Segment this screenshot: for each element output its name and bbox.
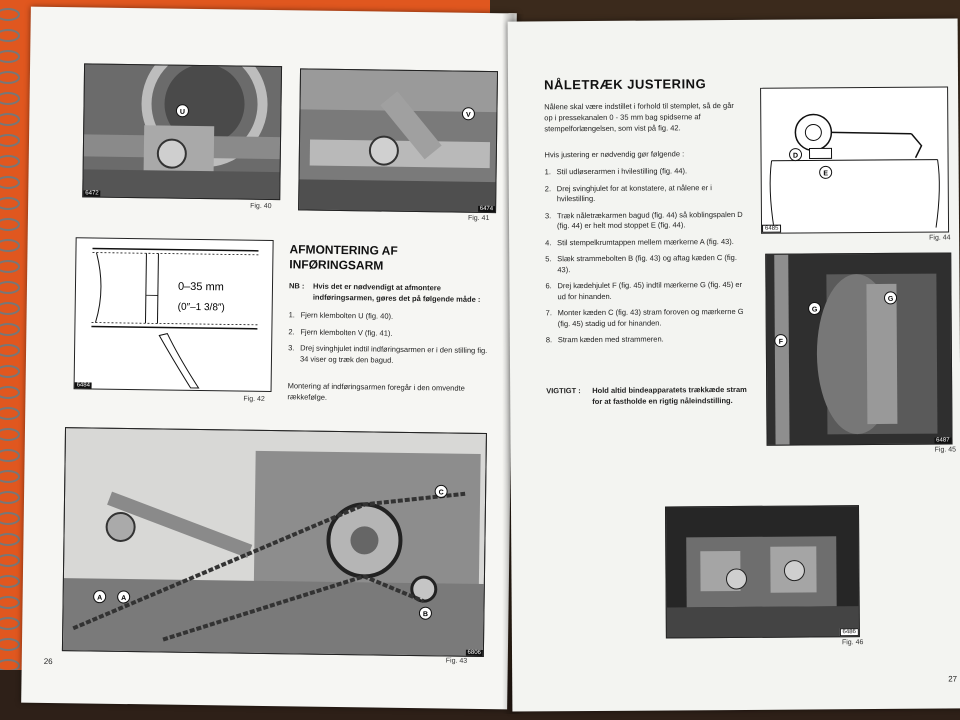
fig45-code: 6487 [936,437,950,444]
removal-step-text: Drej svinghjulet indtil indføringsarmen er i den stilling fig. 34 viser og træk den bagud. [299,343,488,365]
warning-text: Hold altid bindeapparatets trækkæde stram for at fastholde en rigtig nåleindstilling. [592,384,747,406]
fig45-caption: Fig. 45 [934,446,957,454]
nb-text: Hvis det er nødvendigt at afmontere indføringsarmen, gøres det på følgende måde : [312,281,481,304]
adjustment-step-text: Stram kæden med strammeren. [557,334,664,345]
fig45-photo [765,252,952,445]
adjustment-step-text: Træk nåletrækarmen bagud (fig. 44) så koblingspalen D (fig. 44) er helt mod stoppet E (fig. 44). [556,209,743,231]
fig40-code: 6472 [85,190,99,197]
fig41-photo [298,68,498,213]
adjustment-step: 8. Stram kæden med strammeren. [545,334,664,345]
fig43-marker-a1: A [97,594,103,602]
adjustment-step: 1. Stil udløserarmen i hvilestilling (fig. 44). [544,166,688,177]
spiral-binding [0,0,24,560]
fig45-marker-g2: G [887,295,894,303]
fig43-caption: Fig. 43 [445,657,468,665]
section-title-line2: INFØRINGSARM [289,257,384,273]
fig45-marker-g1: G [811,306,818,314]
intro-paragraph: Nålene skal være indstillet i forhold til stemplet, så de går op i pressekanalen 0 - 35 mm bag spidserne af stempelforlængelsen, som vist på fig. 42. [544,101,734,134]
lead-paragraph: Hvis justering er nødvendig gør følgende : [544,149,685,160]
removal-step: 3. Drej svinghjulet indtil indføringsarmen er i den stilling fig. 34 viser og træk den bagud. [288,343,488,367]
left-page-number: 26 [43,656,53,667]
adjustment-step: 2. Drej svinghjulet for at konstatere, at nålene er i hvilestilling. [545,182,745,204]
adjustment-step: 6. Drej kædehjulet F (fig. 45) indtil mærkerne G (fig. 45) er ud for hinanden. [545,280,745,302]
fig43-photo [62,427,487,657]
adjustment-step: 3. Træk nåletrækarmen bagud (fig. 44) så koblingspalen D (fig. 44) er helt mod stoppet E (fig. 44). [545,209,745,231]
adjustment-step: 7. Monter kæden C (fig. 43) stram foroven og mærkerne G (fig. 45) stadig ud for hinanden. [546,307,746,329]
fig44-marker-e: E [823,170,829,178]
section-title-line1: AFMONTERING AF [289,242,398,258]
adjustment-step-text: Stil stempelkrumtappen mellem mærkerne A (fig. 43). [557,236,734,247]
fig40-photo [82,63,282,200]
adjustment-step-text: Drej svinghjulet for at konstatere, at nålene er i hvilestilling. [556,182,712,204]
fig41-code: 6474 [479,205,494,213]
fig46-photo [665,505,860,638]
left-page [21,7,517,710]
closing-paragraph: Montering af indføringsarmen foregår i den omvendte rækkefølge. [287,381,465,402]
fig44-caption: Fig. 44 [929,234,951,242]
nb-label: NB : [288,281,305,291]
adjustment-step: 4. Stil stempelkrumtappen mellem mærkerne A (fig. 43). [545,236,734,247]
right-page-title: NÅLETRÆK JUSTERING [543,76,707,93]
nb-paragraph [289,280,489,305]
fig42-dimension-imperial: (0″–1 3/8″) [177,301,225,314]
fig42-drawing [74,237,274,392]
fig43-code: 6806 [467,649,481,656]
warning-paragraph [546,384,756,407]
removal-step-text: Fjern klembolten U (fig. 40). [300,310,394,321]
fig44-code: 6485 [762,225,781,233]
fig40-caption: Fig. 40 [250,202,272,211]
removal-step-text: Fjern klembolten V (fig. 41). [300,326,393,338]
fig43-marker-a2: A [121,594,127,603]
right-page-number: 27 [948,674,958,684]
removal-step: 1. Fjern klembolten U (fig. 40). [288,310,394,321]
adjustment-step-text: Drej kædehjulet F (fig. 45) indtil mærkerne G (fig. 45) er ud for hinanden. [557,279,743,301]
fig43-marker-b: B [422,611,429,619]
fig46-caption: Fig. 46 [841,639,864,647]
adjustment-step-text: Slæk strammebolten B (fig. 43) og aftag kæden C (fig. 43). [557,252,737,274]
adjustment-step: 5. Slæk strammebolten B (fig. 43) og aftag kæden C (fig. 43). [545,253,745,275]
adjustment-steps [545,166,746,352]
fig41-caption: Fig. 41 [467,214,490,223]
adjustment-step-text: Monter kæden C (fig. 43) stram foroven og mærkerne G (fig. 45) stadig ud for hinanden. [557,306,744,328]
fig41-marker-v: V [466,111,471,119]
adjustment-step-text: Stil udløserarmen i hvilestilling (fig. 44). [556,166,688,177]
fig42-code: 6484 [76,382,90,389]
fig45-marker-f: F [778,338,784,346]
fig40-marker-u: U [179,108,186,116]
fig46-code: 6486 [839,628,858,636]
fig42-caption: Fig. 42 [243,395,265,403]
fig44-drawing [760,87,949,234]
fig44-marker-d: D [792,152,799,160]
right-page [508,18,960,711]
removal-steps [288,310,489,373]
warning-label: VIGTIGT : [546,386,581,396]
fig42-dimension: 0–35 mm [177,280,224,294]
fig43-marker-c: C [438,489,444,497]
removal-step: 2. Fjern klembolten V (fig. 41). [288,326,393,338]
